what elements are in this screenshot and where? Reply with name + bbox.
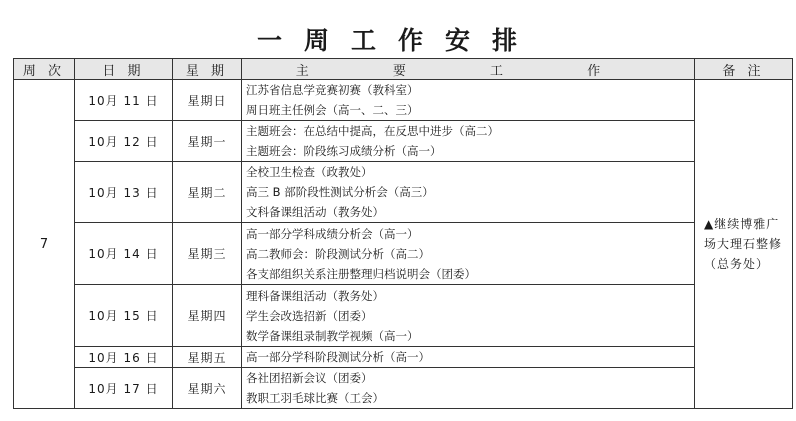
day-cell: 星期日: [173, 80, 242, 121]
work-item: 文科备课组活动（教务处）: [246, 205, 384, 219]
table-row: [14, 162, 793, 223]
work-item: 主题班会：阶段练习成绩分析（高一）: [246, 144, 442, 158]
work-item: 各支部组织关系注册整理归档说明会（团委）: [246, 266, 476, 281]
work-cell: [242, 368, 695, 409]
day-cell: 星期六: [173, 368, 242, 409]
table-row: [14, 347, 793, 368]
work-cell: [242, 80, 695, 121]
header-day: 星 期: [173, 59, 242, 80]
work-cell: [242, 347, 695, 368]
table-row: [14, 80, 793, 121]
date-cell: 10月 16 日: [75, 347, 173, 368]
date-cell: 10月 15 日: [75, 285, 173, 347]
note-cell: ▲继续博雅广场大理石整修（总务处）: [695, 80, 793, 409]
header-date: 日 期: [75, 59, 173, 80]
day-cell: 星期四: [173, 285, 242, 347]
work-item: 全校卫生检查（政教处）: [246, 165, 373, 179]
table-row: [14, 121, 793, 162]
work-item: 学生会改选招新（团委）: [246, 308, 373, 323]
work-cell: [242, 223, 695, 285]
table-row: [14, 285, 793, 347]
work-item: 各社团招新会议（团委）: [246, 371, 373, 385]
week-number: 7: [14, 80, 75, 409]
work-item: 江苏省信息学竞赛初赛（教科室）: [246, 83, 419, 97]
work-item: 高一部分学科阶段测试分析（高一）: [246, 350, 430, 364]
work-item: 理科备课组活动（教务处）: [246, 288, 384, 303]
date-cell: 10月 11 日: [75, 80, 173, 121]
work-cell: [242, 285, 695, 347]
day-cell: 星期一: [173, 121, 242, 162]
work-cell: [242, 121, 695, 162]
page-title: 一周工作安排: [256, 26, 539, 55]
table-row: [14, 223, 793, 285]
header-row: [14, 59, 793, 80]
work-item: 周日班主任例会（高一、二、三）: [246, 103, 419, 117]
header-note: 备 注: [695, 59, 793, 80]
work-item: 高三 B 部阶段性测试分析会（高三）: [246, 185, 434, 199]
work-item: 高一部分学科成绩分析会（高一）: [246, 226, 419, 241]
schedule-table: [13, 58, 793, 409]
day-cell: 星期五: [173, 347, 242, 368]
header-week: 周 次: [14, 59, 75, 80]
date-cell: 10月 14 日: [75, 223, 173, 285]
day-cell: 星期三: [173, 223, 242, 285]
work-item: 数学备课组录制教学视频（高一）: [246, 328, 419, 343]
date-cell: 10月 12 日: [75, 121, 173, 162]
table-row: [14, 368, 793, 409]
header-work: 主 要 工 作: [242, 59, 695, 80]
work-item: 教职工羽毛球比赛（工会）: [246, 391, 384, 405]
work-item: 高二教师会：阶段测试分析（高二）: [246, 246, 430, 261]
day-cell: 星期二: [173, 162, 242, 223]
date-cell: 10月 13 日: [75, 162, 173, 223]
date-cell: 10月 17 日: [75, 368, 173, 409]
work-item: 主题班会：在总结中提高，在反思中进步（高二）: [246, 124, 499, 138]
work-cell: [242, 162, 695, 223]
